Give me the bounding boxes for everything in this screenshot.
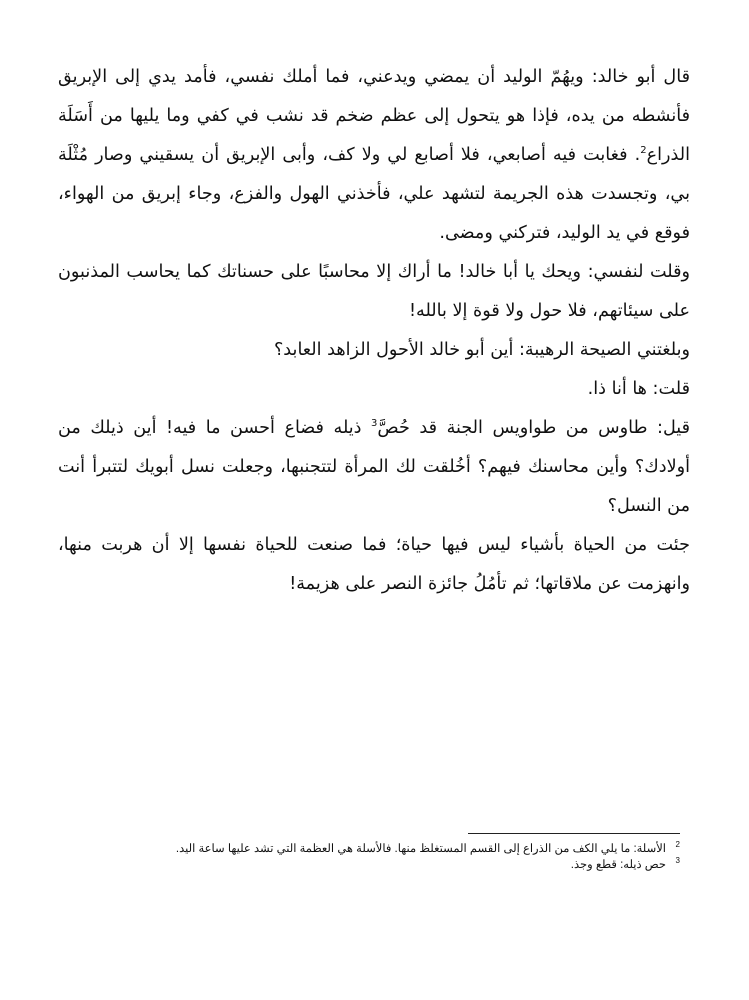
footnote-2-text: الأسلة: ما يلي الكف من الذراع إلى القسم المستغلظ منها. فالأسلة هي العظمة التي تشد عليها ساعة اليد. <box>175 843 666 855</box>
paragraph-1 <box>58 58 690 253</box>
footnotes <box>58 841 680 873</box>
footnote-ref-3: 3 <box>371 418 378 430</box>
paragraph-6: جئت من الحياة بأشياء ليس فيها حياة؛ فما صنعت للحياة نفسها إلا أن هربت منها، وانهزمت عن ملاقاتها؛ ثم تأمُلُ جائزة النصر على هزيمة! <box>58 535 690 594</box>
paragraph-1-text-after: . فغابت فيه أصابعي، فلا أصابع لي ولا كف، وأبى الإبريق أن يسقيني وصار مُثْلَة بي، وتجسدت هذه الجريمة لتشهد علي، فأخذني الهول والفزع، وجاء إبريق من الهواء، فوقع في يد الوليد، فتركني ومضى. <box>58 145 690 243</box>
paragraph-1-text-before: قال أبو خالد: ويهُمّ الوليد أن يمضي ويدعني، فما أملك نفسي، فأمد يدي إلى الإبريق فأنشطه من يده، فإذا هو يتحول إلى عظم ضخم قد نشب في كفي وما يليها من أَسَلَة الذراع <box>58 67 690 165</box>
paragraph-3: وبلغتني الصيحة الرهيبة: أين أبو خالد الأحول الزاهد العابد؟ <box>273 340 690 360</box>
footnote-divider <box>468 833 680 834</box>
footnote-2: 2الأسلة: ما يلي الكف من الذراع إلى القسم المستغلظ منها. فالأسلة هي العظمة التي تشد عليها ساعة اليد. <box>175 840 680 855</box>
body-text <box>58 58 690 604</box>
paragraph-2: وقلت لنفسي: ويحك يا أبا خالد! ما أراك إلا محاسبًا على حسناتك كما يحاسب المذنبون على سيئاتهم، فلا حول ولا قوة إلا بالله! <box>58 262 690 321</box>
footnote-3: 3حص ذيله: قطع وجذ. <box>570 856 680 871</box>
footnote-3-text: حص ذيله: قطع وجذ. <box>570 859 666 871</box>
paragraph-5-text-after: ذيله فضاع أحسن ما فيه! أين ذيلك من أولادك؟ وأين محاسنك فيهم؟ أخُلقت لك المرأة لتتجنبها، وجعلت نسل أبويك لتتبرأ أنت من النسل؟ <box>58 418 690 516</box>
footnote-ref-2: 2 <box>640 145 647 157</box>
paragraph-4: قلت: ها أنا ذا. <box>587 379 690 399</box>
paragraph-5-text-before: قيل: طاوس من طواويس الجنة قد حُصَّ <box>377 418 690 438</box>
paragraph-5 <box>58 409 690 526</box>
